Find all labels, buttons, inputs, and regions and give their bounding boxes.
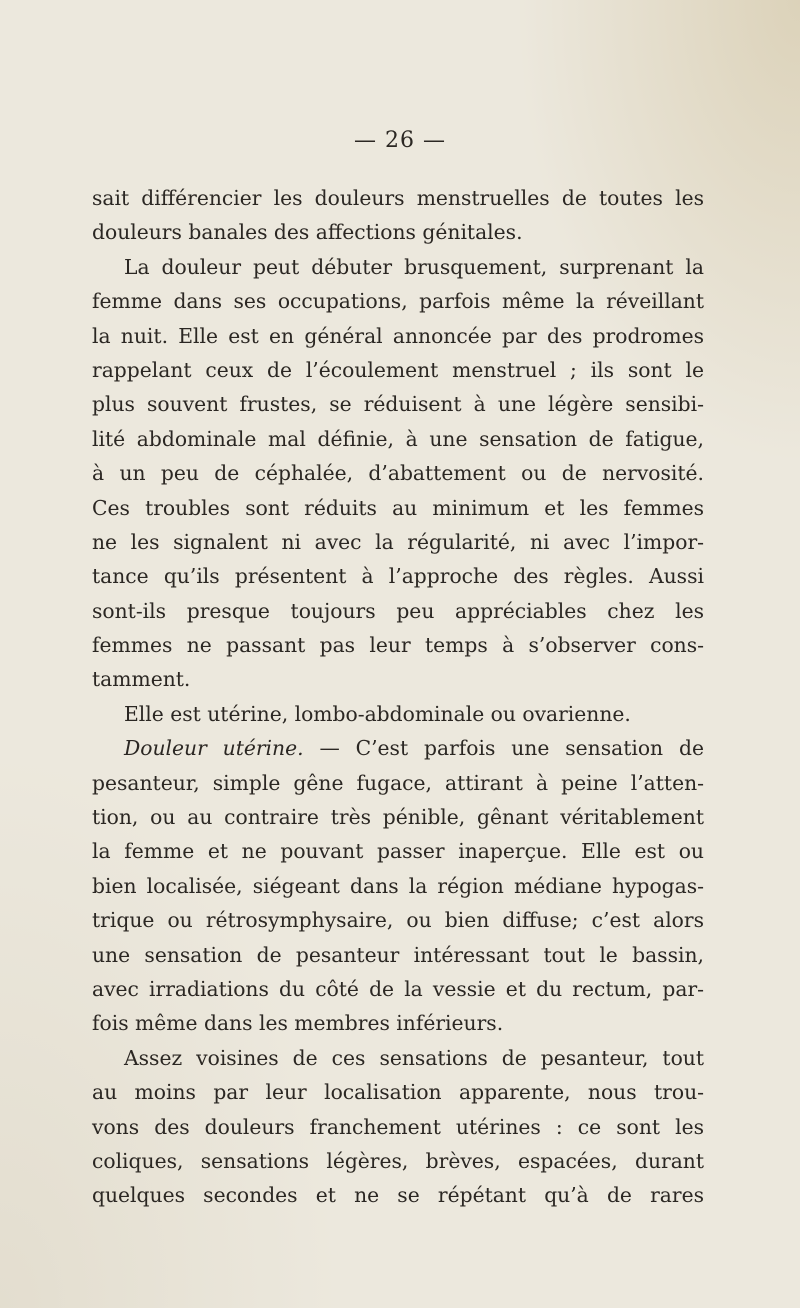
text-line: bien localisée, siégeant dans la région médiane hypogas- <box>92 873 704 898</box>
text-line: pesanteur, simple gêne fugace, attirant à peine l’atten- <box>92 770 704 795</box>
text-line: au moins par leur localisation apparente, nous trou- <box>92 1080 704 1105</box>
text-line: douleurs banales des affections génitales. <box>92 220 523 245</box>
text-line: Elle est utérine, lombo-abdominale ou ovarienne. <box>124 701 631 726</box>
text-line: ne les signalent ni avec la régularité, ni avec l’impor- <box>92 529 704 554</box>
text-line: la femme et ne pouvant passer inaperçue. Elle est ou <box>92 839 704 864</box>
page-number: — 26 — <box>354 128 446 153</box>
text-line-rest: — C’est parfois une sensation de <box>319 736 704 761</box>
text-line: plus souvent frustes, se réduisent à une légère sensibi- <box>92 392 704 417</box>
text-line: vons des douleurs franchement utérines : ce sont les <box>92 1114 704 1139</box>
text-line: sait différencier les douleurs menstruelles de toutes les <box>92 186 704 210</box>
text-line: Ces troubles sont réduits au minimum et les femmes <box>92 495 704 520</box>
text-line: la nuit. Elle est en général annoncée par des prodromes <box>92 323 704 348</box>
text-line: La douleur peut débuter brusquement, surprenant la <box>124 254 704 279</box>
text-line: coliques, sensations légères, brèves, espacées, durant <box>92 1148 704 1173</box>
text-line: Assez voisines de ces sensations de pesanteur, tout <box>124 1045 704 1070</box>
text-line: tion, ou au contraire très pénible, gênant véritablement <box>92 805 704 830</box>
text-line: trique ou rétrosymphysaire, ou bien diffuse; c’est alors <box>92 908 704 933</box>
section-heading: Douleur utérine. <box>124 736 304 761</box>
text-line: lité abdominale mal définie, à une sensation de fatigue, <box>92 426 704 451</box>
text-line: quelques secondes et ne se répétant qu’à de rares <box>92 1183 704 1208</box>
text-line-with-heading <box>92 731 704 765</box>
body-text <box>92 181 704 1213</box>
text-line: avec irradiations du côté de la vessie et du rectum, par- <box>92 976 704 1001</box>
text-line: femme dans ses occupations, parfois même la réveillant <box>92 289 704 314</box>
text-line: rappelant ceux de l’écoulement menstruel ; ils sont le <box>92 357 704 382</box>
text-line: une sensation de pesanteur intéressant tout le bassin, <box>92 942 704 967</box>
text-line: tance qu’ils présentent à l’approche des règles. Aussi <box>92 564 704 589</box>
text-line: sont-ils presque toujours peu appréciables chez les <box>92 598 704 623</box>
text-line: à un peu de céphalée, d’abattement ou de nervosité. <box>92 461 704 486</box>
text-line: tamment. <box>92 667 191 692</box>
text-line: femmes ne passant pas leur temps à s’observer cons- <box>92 633 704 658</box>
text-line: fois même dans les membres inférieurs. <box>92 1011 504 1036</box>
